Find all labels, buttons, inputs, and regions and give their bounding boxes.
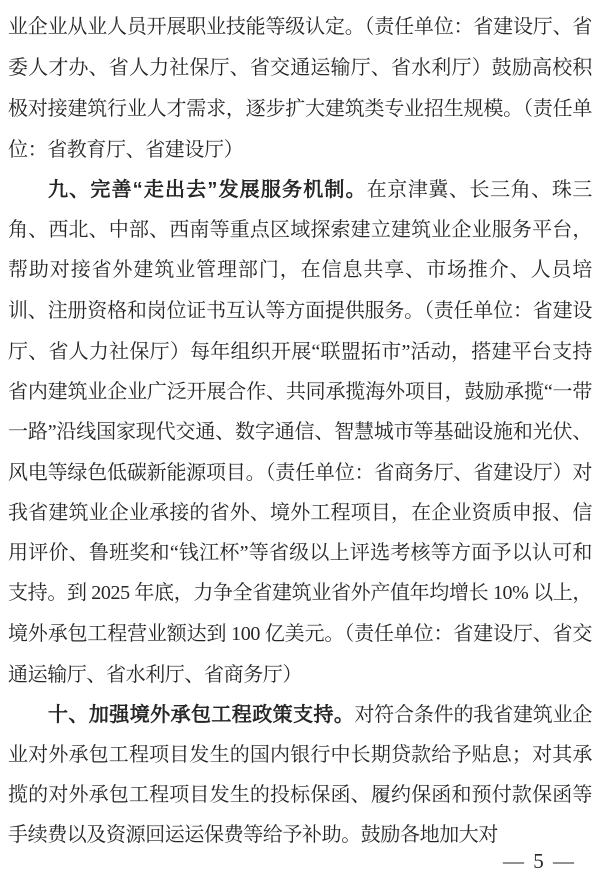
paragraph-text: 对我省建筑业企业承接的省外、境外工程项目，在企业资质申报、信用评价、鲁班奖和“钱江杯”等省级以上评选考核等方面予以认可和支持。到 2025 年底，力争全省建筑业省外产值年均增长 10% 以上，境外承包工程营业额达到 100 亿美元。 [8, 462, 592, 645]
responsibility-note: （责任单位：省教育厅、省建设厅） [8, 96, 592, 161]
paragraph-text: 对符合条件的我省建筑业企业对外承包工程项目发生的国内银行中长期贷款给予贴息；对其承揽的对外承包工程项目发生的投标保函、履约保函和预付款保函等手续费以及资源回运运保费等给予补助。鼓励各地加大对 [8, 704, 593, 846]
section-nine-heading: 九、完善“走出去”发展服务机制。 [48, 179, 367, 201]
paragraph-text: 鼓励高校积极对接建筑行业人才需求，逐步扩大建筑类专业招生规模。 [8, 57, 593, 120]
paragraph-continuation [8, 6, 592, 170]
section-ten-paragraph [8, 695, 592, 855]
responsibility-note: （责任单位：省建设厅、省委人才办、省人力社保厅、省交通运输厅、省水利厅） [8, 14, 592, 79]
responsibility-note: （责任单位：省建设厅、省人力社保厅） [8, 298, 592, 363]
paragraph-text: 在京津冀、长三角、珠三角、西北、中部、西南等重点区域探索建立建筑业企业服务平台，帮助对接省外建筑业管理部门，在信息共享、市场推介、人员培训、注册资格和岗位证书互认等方面提供服务。 [8, 179, 592, 322]
responsibility-note: （责任单位：省建设厅、省交通运输厅、省水利厅、省商务厅） [8, 621, 592, 686]
section-ten-heading: 十、加强境外承包工程政策支持。 [48, 704, 355, 726]
responsibility-note: （责任单位：省商务厅、省建设厅） [265, 460, 573, 484]
paragraph-text: 每年组织开展“联盟拓市”活动，搭建平台支持省内建筑业企业广泛开展合作、共同承揽海外项目，鼓励承揽“一带一路”沿线国家现代交通、数字通信、智慧城市等基础设施和光伏、风电等绿色低碳新能源项目。 [8, 341, 592, 484]
paragraph-text: 业企业从业人员开展职业技能等级认定。 [8, 16, 365, 38]
page-number: — 5 — [503, 849, 576, 873]
section-nine-paragraph [8, 170, 592, 695]
